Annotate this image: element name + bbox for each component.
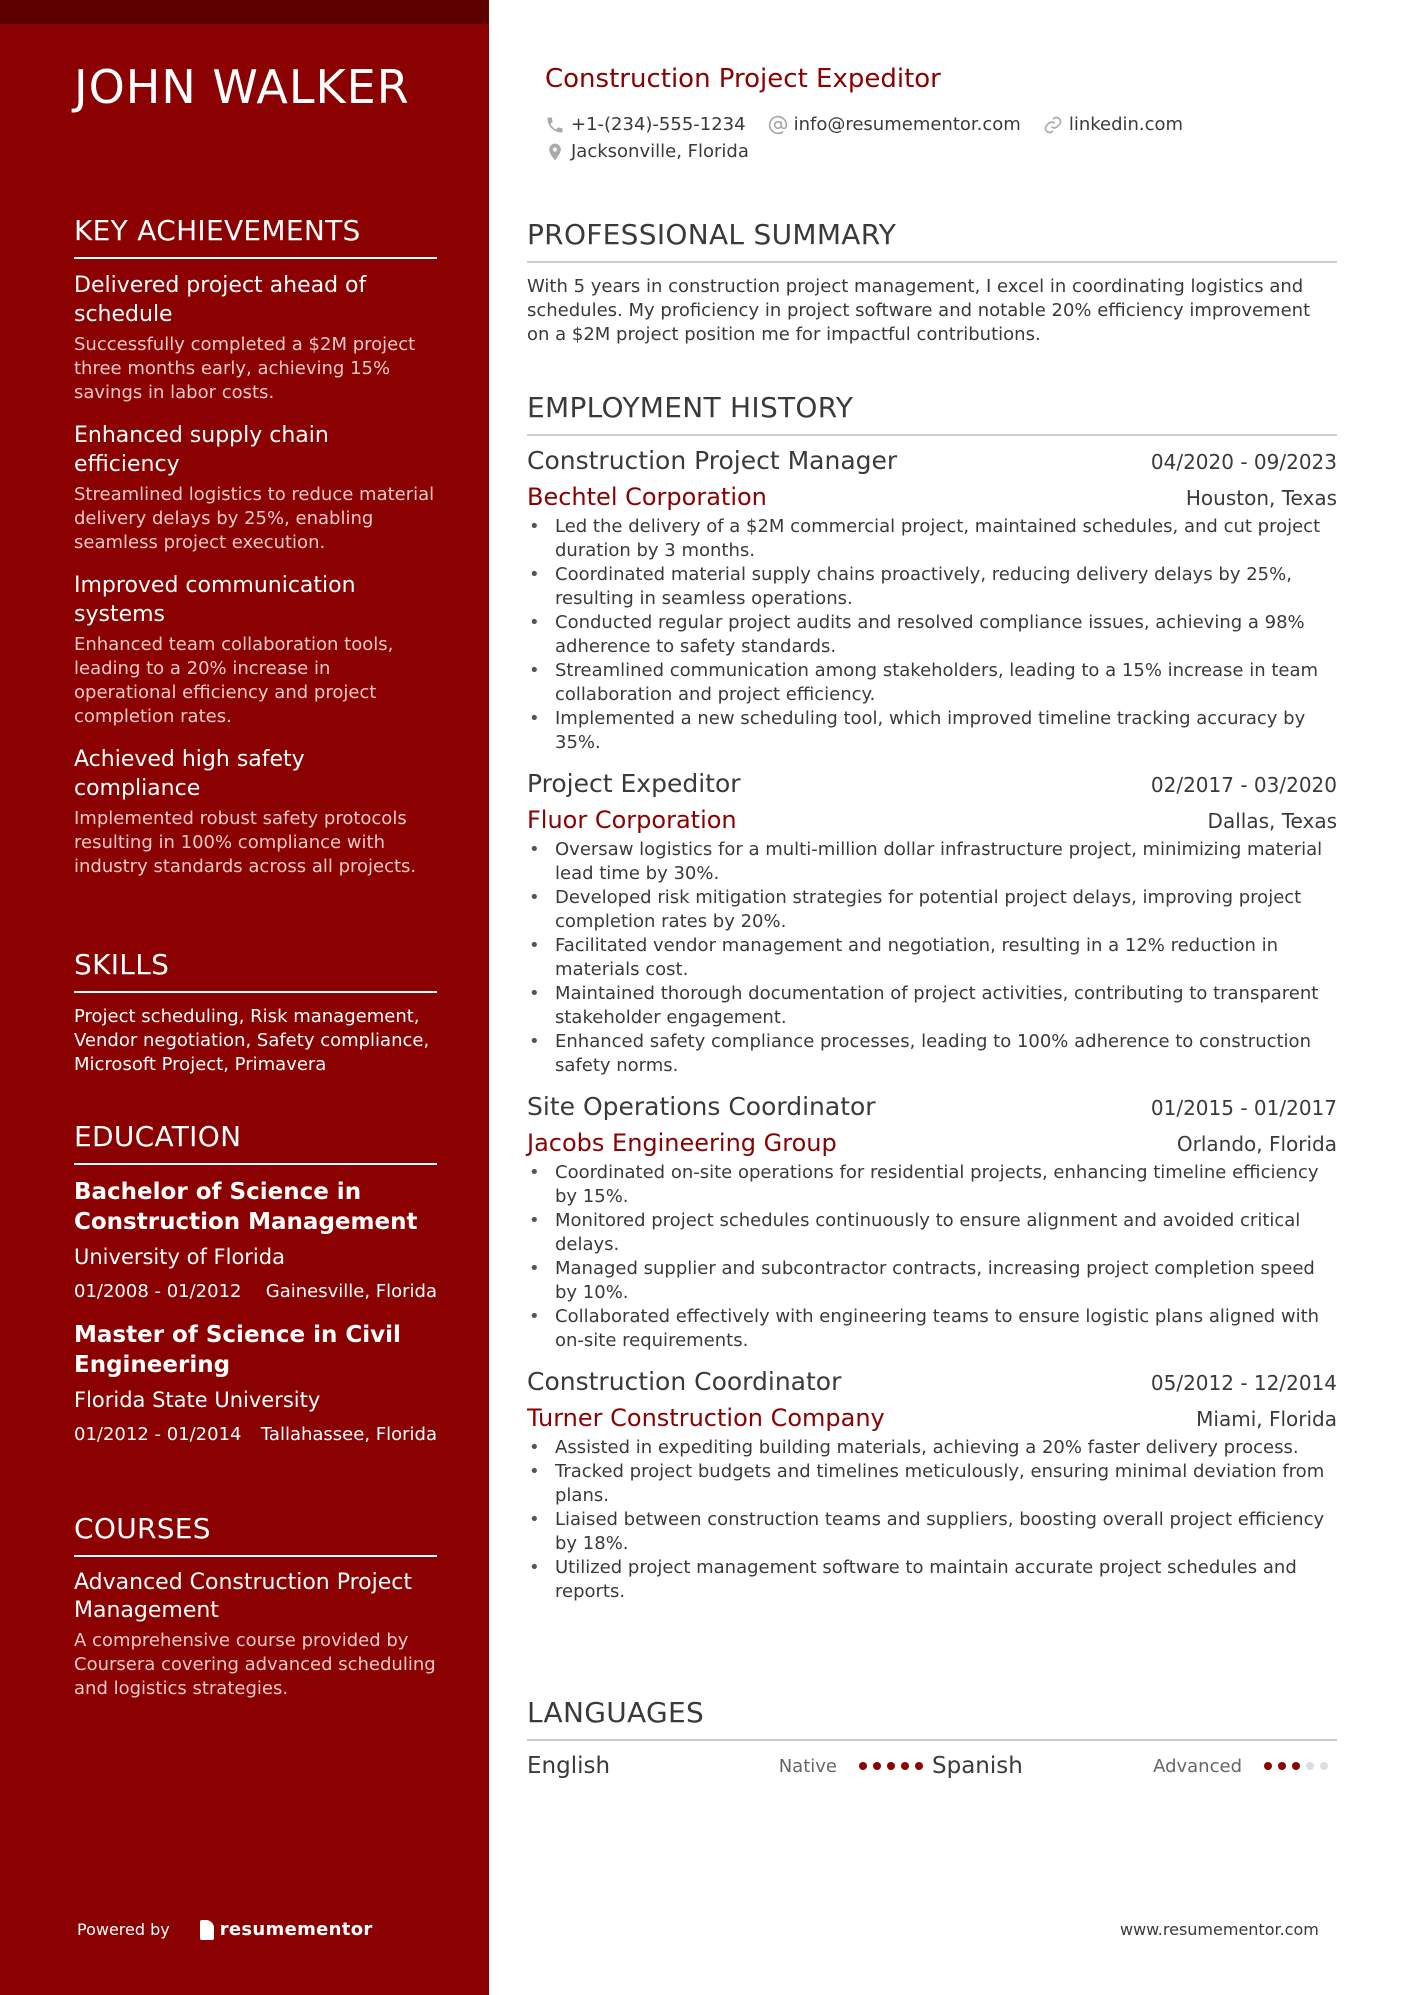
job-bullet: • Streamlined communication among stakeholders, leading to a 15% increase in team collaboration and project efficiency. xyxy=(527,659,1337,707)
proficiency-dot-filled xyxy=(873,1762,881,1770)
proficiency-dot-filled xyxy=(915,1762,923,1770)
skills-section xyxy=(74,948,437,1077)
job-bullet: • Enhanced safety compliance processes, leading to 100% adherence to construction safety norms. xyxy=(527,1030,1337,1078)
language-level: Advanced xyxy=(1153,1755,1242,1777)
education-degree: Master of Science in Civil Engineering xyxy=(74,1322,401,1378)
skills-heading: SKILLS xyxy=(74,948,437,993)
proficiency-dot-filled xyxy=(1292,1762,1300,1770)
job-entry xyxy=(527,1367,1337,1604)
job-bullet: • Monitored project schedules continuously to ensure alignment and avoided critical delays. xyxy=(527,1209,1337,1257)
job-entry xyxy=(527,1092,1337,1353)
education-location: Gainesville, Florida xyxy=(265,1281,437,1302)
linkedin-text: linkedin.com xyxy=(1068,114,1184,135)
job-bullets xyxy=(527,838,1337,1078)
location-text: Jacksonville, Florida xyxy=(571,141,749,162)
language-level: Native xyxy=(778,1755,837,1777)
achievement-title: Enhanced supply chain efficiency xyxy=(74,423,329,477)
course-item xyxy=(74,1569,437,1701)
job-role: Site Operations Coordinator xyxy=(527,1092,876,1121)
powered-by-label: Powered by xyxy=(77,1920,170,1939)
contact-row-location xyxy=(545,141,771,162)
achievement-desc: Successfully completed a $2M project three months early, achieving 15% savings in labor costs. xyxy=(74,334,416,403)
summary-section xyxy=(527,218,1337,347)
job-company: Bechtel Corporation xyxy=(527,483,767,511)
education-meta xyxy=(74,1281,437,1302)
summary-heading: PROFESSIONAL SUMMARY xyxy=(527,218,1337,263)
job-bullet: • Coordinated on-site operations for residential projects, enhancing timeline efficiency by 15%. xyxy=(527,1161,1337,1209)
job-bullet: • Conducted regular project audits and resolved compliance issues, achieving a 98% adherence to safety standards. xyxy=(527,611,1337,659)
proficiency-dot-filled xyxy=(1264,1762,1272,1770)
achievement-item xyxy=(74,271,437,405)
job-location: Houston, Texas xyxy=(1185,486,1337,510)
job-role: Construction Coordinator xyxy=(527,1367,842,1396)
job-bullet: • Facilitated vendor management and negotiation, resulting in a 12% reduction in materials cost. xyxy=(527,934,1337,982)
powered-by[interactable] xyxy=(77,1919,373,1940)
achievement-item xyxy=(74,745,437,879)
job-bullet: • Oversaw logistics for a multi-million dollar infrastructure project, minimizing material lead time by 30%. xyxy=(527,838,1337,886)
employment-heading: EMPLOYMENT HISTORY xyxy=(527,391,1337,436)
language-item xyxy=(932,1753,1337,1779)
language-proficiency-dots xyxy=(1264,1762,1334,1770)
proficiency-dot-empty xyxy=(1306,1762,1314,1770)
education-section xyxy=(74,1120,437,1463)
job-bullet: • Tracked project budgets and timelines meticulously, ensuring minimal deviation from plans. xyxy=(527,1460,1337,1508)
location-pin-icon xyxy=(545,142,565,162)
education-meta xyxy=(74,1424,437,1445)
proficiency-dot-filled xyxy=(901,1762,909,1770)
job-bullet: • Utilized project management software to maintain accurate project schedules and reports. xyxy=(527,1556,1337,1604)
job-entry xyxy=(527,446,1337,755)
job-company: Fluor Corporation xyxy=(527,806,737,834)
job-bullet: • Led the delivery of a $2M commercial project, maintained schedules, and cut project duration by 3 months. xyxy=(527,515,1337,563)
job-bullet: • Implemented a new scheduling tool, which improved timeline tracking accuracy by 35%. xyxy=(527,707,1337,755)
job-dates: 05/2012 - 12/2014 xyxy=(1150,1371,1337,1395)
job-entry xyxy=(527,769,1337,1078)
candidate-name: JOHN WALKER xyxy=(74,60,410,114)
contact-row xyxy=(545,114,1205,135)
sidebar-top-bar xyxy=(0,0,489,24)
job-bullet: • Collaborated effectively with engineering teams to ensure logistic plans aligned with on-site requirements. xyxy=(527,1305,1337,1353)
education-dates: 01/2008 - 01/2012 xyxy=(74,1281,242,1302)
course-title: Advanced Construction Project Management xyxy=(74,1570,413,1623)
courses-heading: COURSES xyxy=(74,1512,437,1557)
languages-section xyxy=(527,1696,1337,1779)
contact-location xyxy=(545,141,749,162)
courses-section xyxy=(74,1512,437,1701)
education-item xyxy=(74,1320,437,1445)
education-heading: EDUCATION xyxy=(74,1120,437,1165)
job-location: Orlando, Florida xyxy=(1176,1132,1337,1156)
language-name: English xyxy=(527,1753,611,1779)
achievements-section xyxy=(74,214,437,895)
job-bullets xyxy=(527,1161,1337,1353)
education-item xyxy=(74,1177,437,1302)
achievement-title: Improved communication systems xyxy=(74,573,356,627)
proficiency-dot-filled xyxy=(859,1762,867,1770)
link-icon xyxy=(1043,115,1063,135)
employment-section xyxy=(527,391,1337,1604)
job-company: Jacobs Engineering Group xyxy=(527,1129,837,1157)
job-dates: 01/2015 - 01/2017 xyxy=(1150,1096,1337,1120)
headline: Construction Project Expeditor xyxy=(545,64,941,94)
job-company: Turner Construction Company xyxy=(527,1404,885,1432)
contact-phone[interactable] xyxy=(545,114,746,135)
education-dates: 01/2012 - 01/2014 xyxy=(74,1424,242,1445)
job-bullet: • Maintained thorough documentation of project activities, contributing to transparent stakeholder engagement. xyxy=(527,982,1337,1030)
language-name: Spanish xyxy=(932,1753,1023,1779)
sidebar xyxy=(0,0,489,1995)
skills-list: Project scheduling, Risk management, Vendor negotiation, Safety compliance, Microsoft Project, Primavera xyxy=(74,1006,430,1075)
education-school: University of Florida xyxy=(74,1245,285,1269)
achievement-item xyxy=(74,571,437,729)
footer-website[interactable]: www.resumementor.com xyxy=(1120,1920,1319,1939)
job-bullet: • Assisted in expediting building materials, achieving a 20% faster delivery process. xyxy=(527,1436,1337,1460)
job-dates: 04/2020 - 09/2023 xyxy=(1150,450,1337,474)
phone-text: +1-(234)-555-1234 xyxy=(571,114,746,135)
job-bullet: • Developed risk mitigation strategies for potential project delays, improving project completion rates by 20%. xyxy=(527,886,1337,934)
achievement-desc: Streamlined logistics to reduce material delivery delays by 25%, enabling seamless project execution. xyxy=(74,484,435,553)
achievement-title: Achieved high safety compliance xyxy=(74,747,305,801)
proficiency-dot-empty xyxy=(1320,1762,1328,1770)
job-location: Dallas, Texas xyxy=(1207,809,1337,833)
job-bullet: • Managed supplier and subcontractor contracts, increasing project completion speed by 10%. xyxy=(527,1257,1337,1305)
resumementor-logo-icon xyxy=(200,1920,214,1940)
language-item xyxy=(527,1753,932,1779)
job-location: Miami, Florida xyxy=(1196,1407,1337,1431)
proficiency-dot-filled xyxy=(887,1762,895,1770)
contact-email[interactable] xyxy=(768,114,1021,135)
job-role: Project Expeditor xyxy=(527,769,741,798)
job-bullet: • Coordinated material supply chains proactively, reducing delivery delays by 25%, resulting in seamless operations. xyxy=(527,563,1337,611)
proficiency-dot-filled xyxy=(1278,1762,1286,1770)
education-degree: Bachelor of Science in Construction Management xyxy=(74,1179,418,1235)
summary-text: With 5 years in construction project management, I excel in coordinating logistics and schedules. My proficiency in project software and notable 20% efficiency improvement on a $2M project position me for impactful contributions. xyxy=(527,276,1311,345)
achievements-heading: KEY ACHIEVEMENTS xyxy=(74,214,437,259)
achievement-title: Delivered project ahead of schedule xyxy=(74,273,367,327)
course-desc: A comprehensive course provided by Coursera covering advanced scheduling and logistics strategies. xyxy=(74,1630,436,1699)
languages-row xyxy=(527,1753,1337,1779)
job-bullet: • Liaised between construction teams and suppliers, boosting overall project efficiency by 18%. xyxy=(527,1508,1337,1556)
brand-name: resumementor xyxy=(219,1919,373,1940)
at-icon xyxy=(768,115,788,135)
contact-linkedin[interactable] xyxy=(1043,114,1183,135)
achievement-desc: Enhanced team collaboration tools, leading to a 20% increase in operational efficiency and project completion rates. xyxy=(74,634,394,727)
achievement-item xyxy=(74,421,437,555)
job-role: Construction Project Manager xyxy=(527,446,898,475)
language-proficiency-dots xyxy=(859,1762,929,1770)
languages-heading: LANGUAGES xyxy=(527,1696,1337,1741)
education-location: Tallahassee, Florida xyxy=(260,1424,437,1445)
achievement-desc: Implemented robust safety protocols resulting in 100% compliance with industry standards across all projects. xyxy=(74,808,417,877)
phone-icon xyxy=(545,115,565,135)
job-dates: 02/2017 - 03/2020 xyxy=(1150,773,1337,797)
job-bullets xyxy=(527,515,1337,755)
education-school: Florida State University xyxy=(74,1388,321,1412)
email-text: info@resumementor.com xyxy=(793,114,1021,135)
job-bullets xyxy=(527,1436,1337,1604)
